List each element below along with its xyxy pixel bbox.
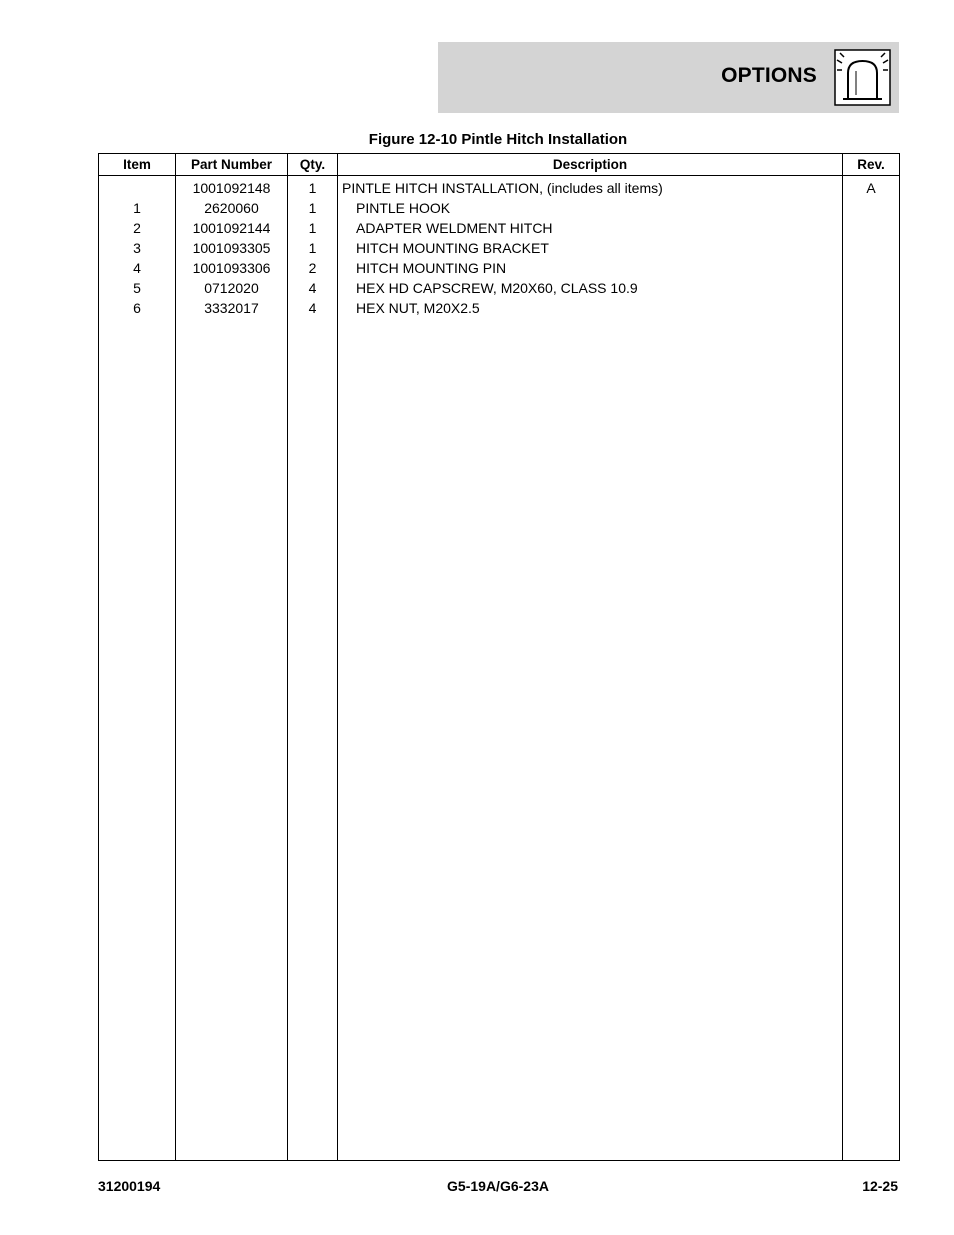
description-cell: HITCH MOUNTING PIN [338,258,843,278]
description-cell: HITCH MOUNTING BRACKET [338,238,843,258]
empty-cell [288,318,338,1161]
table-row [99,258,900,278]
parts-table [98,153,900,1161]
qty-cell: 1 [288,198,338,218]
table-row [99,278,900,298]
section-header-band [438,42,899,113]
footer-doc-number: 31200194 [98,1178,161,1194]
item-cell: 5 [99,278,176,298]
rev-cell [843,198,900,218]
description-cell: HEX HD CAPSCREW, M20X60, CLASS 10.9 [338,278,843,298]
item-cell: 2 [99,218,176,238]
item-cell: 4 [99,258,176,278]
part-number-cell: 3332017 [176,298,288,318]
figure-title: Figure 12-10 Pintle Hitch Installation [368,131,628,148]
part-number-cell: 1001093306 [176,258,288,278]
rev-cell [843,298,900,318]
item-cell: 1 [99,198,176,218]
part-number-cell: 1001092148 [176,176,288,199]
qty-cell: 2 [288,258,338,278]
rev-cell [843,238,900,258]
description-cell: PINTLE HOOK [338,198,843,218]
column-header-part-number: Part Number [176,154,288,176]
parts-table-container [98,153,899,1161]
empty-cell [99,318,176,1161]
qty-cell: 4 [288,278,338,298]
beacon-light-icon [834,49,891,106]
description-cell: HEX NUT, M20X2.5 [338,298,843,318]
empty-cell [843,318,900,1161]
part-number-cell: 1001092144 [176,218,288,238]
footer-page-number: 12-25 [862,1178,898,1194]
column-header-description: Description [338,154,843,176]
qty-cell: 4 [288,298,338,318]
table-row [99,238,900,258]
table-row [99,198,900,218]
table-row [99,218,900,238]
rev-cell [843,258,900,278]
section-title: OPTIONS [721,64,817,87]
table-header-row [99,154,900,176]
column-header-rev: Rev. [843,154,900,176]
rev-cell: A [843,176,900,199]
part-number-cell: 2620060 [176,198,288,218]
part-number-cell: 0712020 [176,278,288,298]
footer-model: G5-19A/G6-23A [447,1178,549,1194]
table-row [99,298,900,318]
column-header-item: Item [99,154,176,176]
qty-cell: 1 [288,218,338,238]
description-cell: ADAPTER WELDMENT HITCH [338,218,843,238]
rev-cell [843,218,900,238]
item-cell: 3 [99,238,176,258]
item-cell [99,176,176,199]
rev-cell [843,278,900,298]
column-header-qty: Qty. [288,154,338,176]
empty-cell [338,318,843,1161]
part-number-cell: 1001093305 [176,238,288,258]
qty-cell: 1 [288,176,338,199]
table-row [99,176,900,199]
empty-cell [176,318,288,1161]
qty-cell: 1 [288,238,338,258]
table-empty-space [99,318,900,1161]
item-cell: 6 [99,298,176,318]
description-cell: PINTLE HITCH INSTALLATION, (includes all items) [338,176,843,199]
